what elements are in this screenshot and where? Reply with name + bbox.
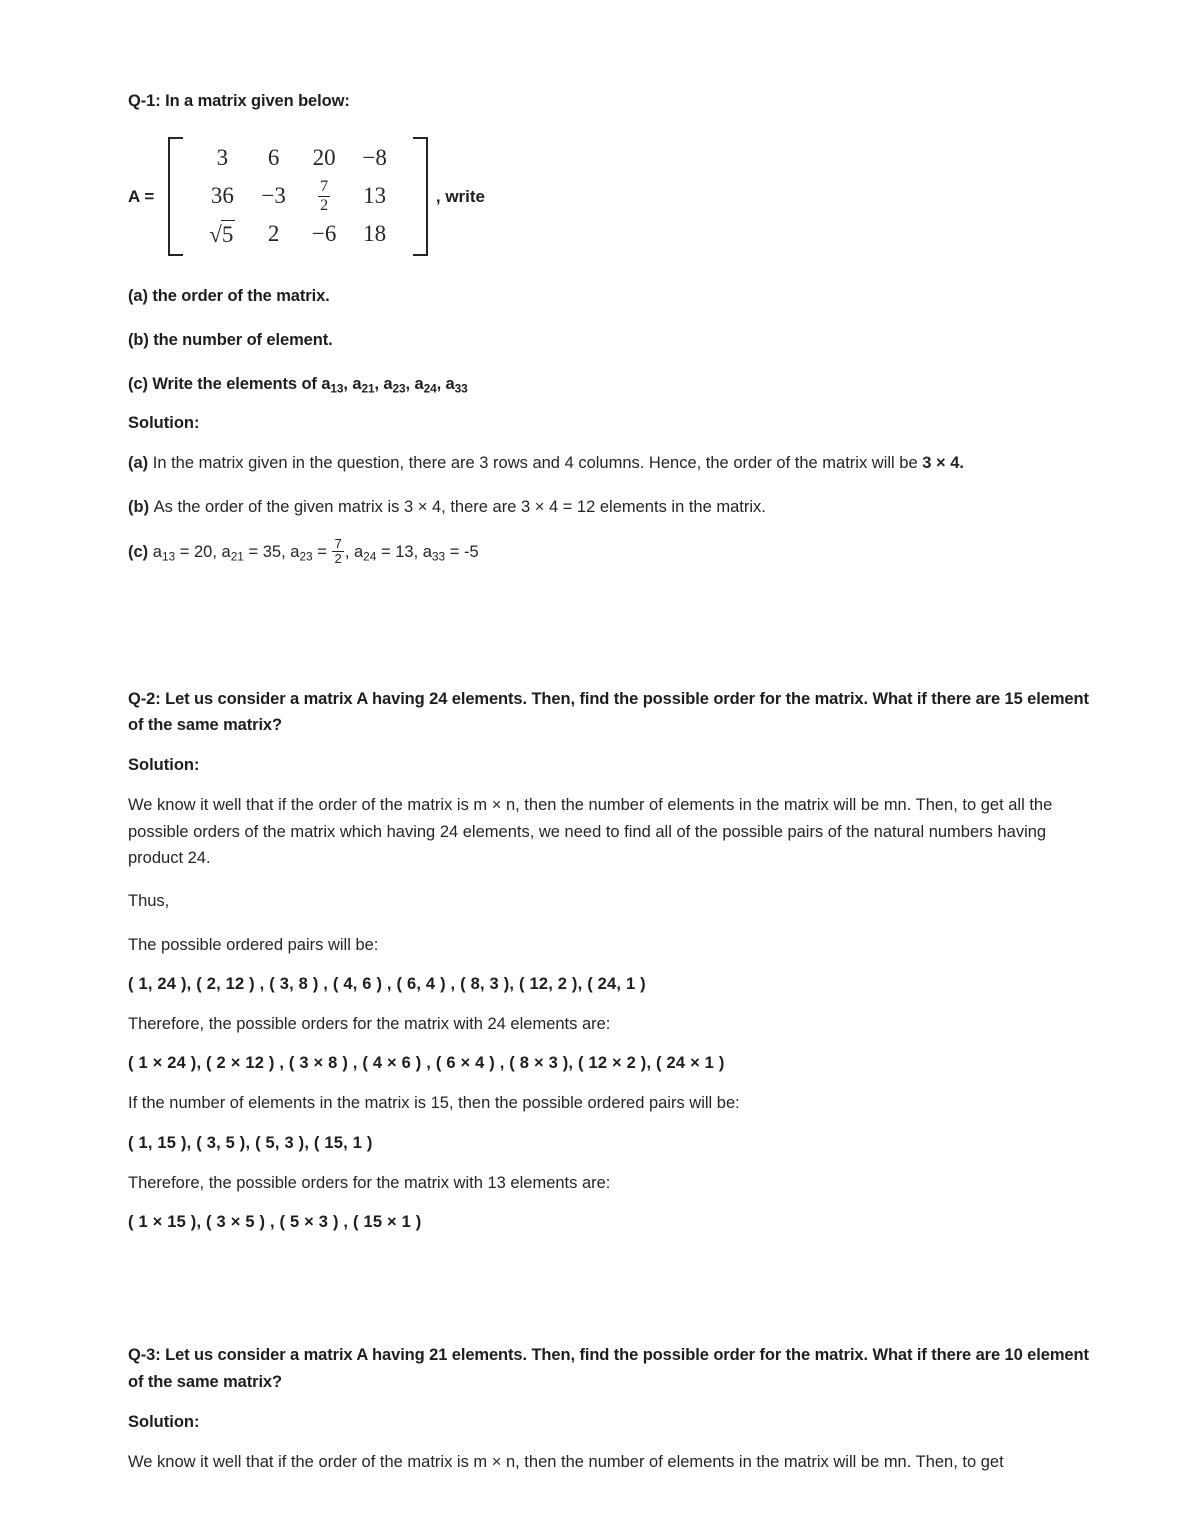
- q1-heading: Q-1: In a matrix given below:: [128, 92, 350, 110]
- q1-item-b: (b) the number of element.: [128, 331, 333, 350]
- q1-item-c: (c) Write the elements of $a_{13}$, $a_{21}$, $a_{23}$, $a_{24}$, $a_{33}$: [128, 374, 468, 396]
- table-row: [196, 175, 400, 216]
- q1-solution-a-answer: 3 × 4.: [922, 454, 964, 473]
- q2-paragraph: We know it well that if the order of the matrix is m × n, then the number of elements in the matrix will be mn. Then, to get all the possible orders of the matrix which having 24 elements, we need to find all of the possible pairs of the natural numbers having product 24.: [128, 796, 1053, 867]
- spacer: [128, 520, 1093, 537]
- matrix-cell-r1c3: 20: [312, 144, 336, 170]
- spacer: [128, 1153, 1093, 1170]
- fraction-denominator: 2: [334, 550, 342, 566]
- spacer: [128, 1432, 1093, 1449]
- spacer: [128, 1232, 1093, 1342]
- q1-solution-b-prefix: (b): [128, 497, 154, 516]
- q2-orders-15: ( 1 × 15 ), ( 3 × 5 ) , ( 5 × 3 ) , ( 15 × 1 ): [128, 1213, 422, 1232]
- q1-item-a: (a) the order of the matrix.: [128, 287, 330, 306]
- q2-heading: Q-2: Let us consider a matrix A having 24 elements. Then, find the possible order for the matrix. What if there are 15 element of the same matrix?: [128, 689, 1089, 735]
- square-root-icon: √5: [209, 220, 235, 250]
- fraction-numerator: 7: [334, 536, 342, 552]
- matrix-cell-r3c4: 18: [363, 221, 387, 247]
- value-a21: 35: [262, 543, 282, 562]
- spacer: [128, 994, 1093, 1011]
- q1-solution-c-prefix: (c): [128, 543, 153, 562]
- spacer: [128, 397, 1093, 414]
- q1-solution-b: [128, 494, 1093, 520]
- spacer: [128, 915, 1093, 932]
- document-content: [128, 88, 1093, 1475]
- matrix-cell-r2c3: [299, 175, 349, 216]
- matrix-cell-r2c1: 36: [210, 182, 234, 208]
- matrix-cell-r2c4: 13: [363, 182, 387, 208]
- q1-solution-a-prefix: (a): [128, 454, 153, 473]
- spacer: [128, 1073, 1093, 1090]
- matrix-cell-r1c4: −8: [362, 144, 387, 170]
- value-a24: 13: [395, 543, 414, 562]
- matrix-label: A =: [128, 186, 155, 206]
- spacer: [128, 310, 1093, 327]
- fraction-seven-halves-inline: [332, 537, 343, 565]
- matrix-table: [196, 141, 400, 253]
- sqrt-radicand: 5: [221, 220, 236, 250]
- q1-item-c-prefix: (c) Write the elements of: [128, 374, 322, 393]
- matrix-cell-r3c2: 2: [267, 221, 280, 247]
- fraction-denominator: 2: [320, 196, 329, 214]
- spacer: [128, 266, 1093, 283]
- matrix-left-bracket: [168, 137, 183, 257]
- spacer: [128, 354, 1093, 371]
- spacer: [128, 958, 1093, 975]
- spacer: [128, 433, 1093, 450]
- matrix-trailing-text: , write: [435, 186, 485, 206]
- q1-solution-a-text: In the matrix given in the question, there are 3 rows and 4 columns. Hence, the order of the matrix will be: [152, 454, 923, 473]
- q2-orders15-intro: Therefore, the possible orders for the matrix with 13 elements are:: [128, 1173, 611, 1192]
- q3-solution-label: Solution:: [128, 1412, 200, 1431]
- spacer: [128, 871, 1093, 888]
- spacer: [128, 1117, 1093, 1134]
- q2-ordered-pairs-24: ( 1, 24 ), ( 2, 12 ) , ( 3, 8 ) , ( 4, 6 ) , ( 6, 4 ) , ( 8, 3 ), ( 12, 2 ), ( 24, 1 ): [128, 975, 646, 994]
- q2-pairs15-intro: If the number of elements in the matrix is 15, then the possible ordered pairs will be:: [128, 1094, 740, 1113]
- spacer: [128, 1037, 1093, 1054]
- q2-solution-label: Solution:: [128, 756, 200, 775]
- q3-heading: Q-3: Let us consider a matrix A having 21 elements. Then, find the possible order for the matrix. What if there are 10 element of the same matrix?: [128, 1346, 1089, 1391]
- q2-ordered-pairs-15: ( 1, 15 ), ( 3, 5 ), ( 5, 3 ), ( 15, 1 ): [128, 1133, 373, 1152]
- table-row: [196, 217, 400, 253]
- q3-paragraph: We know it well that if the order of the matrix is m × n, then the number of elements in the matrix will be mn. Then, to get: [128, 1452, 1004, 1471]
- matrix-right-bracket: [413, 137, 428, 257]
- fraction-seven-halves: [318, 178, 330, 213]
- matrix-cell-r3c1: [196, 217, 248, 253]
- spacer: [128, 1196, 1093, 1213]
- matrix-cell-r3c3: −6: [311, 221, 337, 247]
- matrix-cell-r1c2: 6: [267, 144, 280, 170]
- matrix-cell-r1c1: 3: [216, 144, 229, 170]
- spacer: [128, 566, 1093, 686]
- q2-orders-intro: Therefore, the possible orders for the matrix with 24 elements are:: [128, 1015, 611, 1034]
- q1-solution-b-text: As the order of the given matrix is 3 × 4, there are 3 × 4 = 12 elements in the matrix.: [153, 497, 766, 516]
- q1-solution-c: (c) $a_{13} = 20$, $a_{21} = 35$, $a_{23}$ = $\frac{7}{2}$ , $a_{24} = 13$, $a_{33} = -5$: [128, 536, 479, 566]
- q1-matrix-expression: [128, 137, 1093, 257]
- matrix-cell-r2c2: −3: [261, 182, 286, 208]
- matrix-bracketed: [168, 137, 428, 257]
- table-row: [196, 141, 400, 176]
- spacer: [128, 477, 1093, 494]
- spacer: [128, 775, 1093, 792]
- q2-thus: Thus,: [128, 892, 170, 911]
- fraction-numerator: 7: [320, 178, 329, 196]
- q2-pairs-intro: The possible ordered pairs will be:: [128, 935, 379, 954]
- value-a33: -5: [463, 543, 479, 562]
- spacer: [128, 739, 1093, 756]
- value-a13: 20: [193, 543, 213, 562]
- q2-orders-24: ( 1 × 24 ), ( 2 × 12 ) , ( 3 × 8 ) , ( 4 × 6 ) , ( 6 × 4 ) , ( 8 × 3 ), ( 12 × 2 ), ( 24 × 1 ): [128, 1054, 725, 1073]
- q1-solution-label: Solution:: [128, 414, 200, 433]
- q1-solution-a: [128, 450, 1093, 476]
- spacer: [128, 1396, 1093, 1413]
